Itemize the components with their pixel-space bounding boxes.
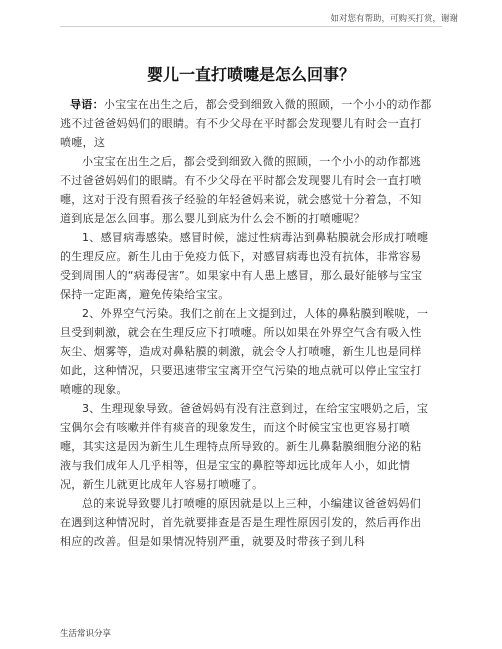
body-paragraph: 小宝宝在出生之后，都会受到细致入微的照顾，一个小小的动作都逃不过爸爸妈妈们的眼睛。有不少父母在平时都会发现婴儿有时会一直打喷嚏，这对于没有照看孩子经验的年轻爸妈来说，就会感觉十分着急，不知道到底是怎么回事。那么婴儿到底为什么会不断的打喷嚏呢？ [60,155,422,225]
header-divider [60,26,442,27]
intro-label: 导语： [70,98,104,111]
page-title: 婴儿一直打喷嚏是怎么回事？ [146,65,355,84]
article-body [60,95,432,551]
intro-paragraph [60,95,432,152]
cause-paragraph-2: 2、外界空气污染。我们之前在上文提到过，人体的鼻粘膜到喉咙，一旦受到刺激，就会在生理反应下打喷嚏。所以如果在外界空气含有吸入性灰尘、烟雾等，造成对鼻粘膜的刺激，就会令人打喷嚏，新生儿也是同样如此，这种情况，只要迅速带宝宝离开空气污染的地点就可以停止宝宝打喷嚏的现象。 [60,307,429,396]
intro-text: 小宝宝在出生之后，都会受到细致入微的照顾，一个小小的动作都逃不过爸爸妈妈们的眼睛。有不少父母在平时都会发现婴儿有时会一直打喷嚏，这 [60,98,432,149]
summary-paragraph: 总的来说导致婴儿打喷嚏的原因就是以上三种，小编建议爸爸妈妈们在遇到这种情况时，首先就要排查是否是生理性原因引发的，然后再作出相应的改善。但是如果情况特别严重，就要及时带孩子到儿科 [60,497,422,548]
footer-note: 生活常识分享 [60,629,112,639]
cause-paragraph-1: 1、感冒病毒感染。感冒时候，滤过性病毒沾到鼻粘膜就会形成打喷嚏的生理反应。新生儿由于免疫力低下，对感冒病毒也没有抗体，非常容易受到周围人的“病毒侵害”。如果家中有人患上感冒，那么最好能够与宝宝保持一定距离，避免传染给宝宝。 [60,231,429,301]
header-note: 如对您有帮助，可购买打赏，谢谢 [330,14,458,24]
cause-paragraph-3: 3、生理现象导致。爸爸妈妈有没有注意到过，在给宝宝喂奶之后，宝宝偶尔会有咳嗽并伴有痰音的现象发生，而这个时候宝宝也更容易打喷嚏，其实这是因为新生儿生理特点所导致的。新生儿鼻黏膜细胞分泌的粘液与我们成年人几乎相等，但是宝宝的鼻腔等却远比成年人小，如此情况，新生儿就更比成年人容易打喷嚏了。 [60,402,429,491]
